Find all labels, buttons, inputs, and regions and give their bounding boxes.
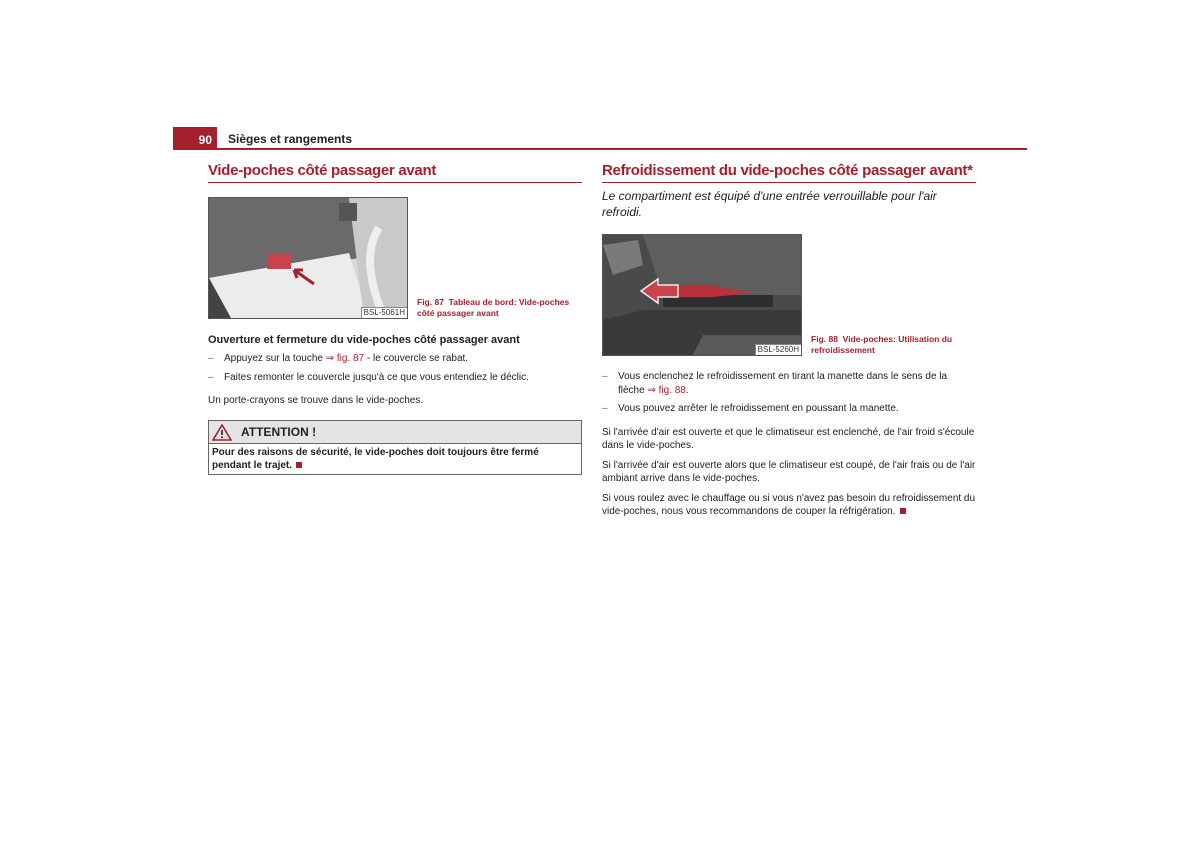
figure-88-frame — [602, 234, 802, 356]
bullet-text: . — [685, 384, 689, 396]
figure-88-code: BSL-5260H — [755, 344, 801, 355]
page-number: 90 — [173, 127, 217, 149]
attention-header — [209, 421, 581, 444]
paragraph-text: Si vous roulez avec le chauffage ou si vous n'avez pas besoin du refroidissement du vide-poches, nous vous recommandons de couper la réfrigération. — [602, 492, 976, 517]
right-bullet-2: – Vous pouvez arrêter le refroidissement en poussant la manette. — [602, 402, 976, 416]
figure-88-caption-text: Vide-poches: Utilisation du refroidissement — [811, 334, 953, 355]
section-title: Sièges et rangements — [228, 132, 353, 146]
left-bullet-1 — [208, 352, 582, 366]
right-intro: Le compartiment est équipé d'une entrée verrouillable pour l'air refroidi. — [602, 189, 937, 219]
warning-icon — [212, 424, 232, 441]
bullet-text: Vous enclenchez le refroidissement en tirant la manette dans le sens de la flèche — [618, 371, 948, 396]
attention-title: ATTENTION ! — [241, 424, 317, 439]
end-marker-icon — [900, 508, 906, 514]
header-rule — [173, 148, 1027, 150]
right-column — [602, 162, 976, 519]
right-paragraph-1: Si l'arrivée d'air est ouverte et que le climatiseur est enclenché, de l'air froid s'écoule dans le vide-poches. — [602, 426, 975, 451]
left-heading: Vide-poches côté passager avant — [208, 162, 582, 183]
right-paragraph-2: Si l'arrivée d'air est ouverte alors que le climatiseur est coupé, de l'air frais ou de l'air ambiant arrive dans le vide-poches. — [602, 459, 976, 484]
left-bullet-2: – Faites remonter le couvercle jusqu'à ce que vous entendiez le déclic. — [208, 371, 582, 385]
attention-box — [208, 420, 582, 475]
bullet-text: Appuyez sur la touche — [224, 353, 326, 364]
left-column — [208, 162, 582, 475]
figure-88-caption — [811, 334, 976, 356]
figure-87 — [208, 197, 582, 319]
attention-body — [209, 444, 581, 474]
left-subheading: Ouverture et fermeture du vide-poches côté passager avant — [208, 334, 520, 346]
right-paragraph-3 — [602, 492, 976, 519]
figure-87-frame — [208, 197, 408, 319]
figure-87-image — [209, 198, 407, 318]
right-heading: Refroidissement du vide-poches côté passager avant* — [602, 162, 976, 183]
figure-88 — [602, 234, 976, 356]
figure-87-number: Fig. 87 — [417, 297, 444, 307]
figure-87-caption — [417, 297, 582, 319]
fig-88-link[interactable]: ⇒ fig. 88 — [647, 384, 686, 396]
bullet-text: - le couvercle se rabat. — [364, 353, 469, 364]
figure-88-number: Fig. 88 — [811, 334, 838, 344]
right-bullet-1 — [602, 370, 976, 397]
attention-text: Pour des raisons de sécurité, le vide-poches doit toujours être fermé pendant le trajet. — [212, 446, 539, 471]
fig-87-link[interactable]: ⇒ fig. 87 — [325, 353, 365, 364]
figure-88-image — [603, 235, 801, 355]
end-marker-icon — [296, 462, 302, 468]
left-paragraph: Un porte-crayons se trouve dans le vide-poches. — [208, 395, 424, 406]
figure-87-code: BSL-5061H — [361, 307, 407, 318]
figure-87-caption-text: Tableau de bord: Vide-poches côté passager avant — [417, 297, 570, 318]
